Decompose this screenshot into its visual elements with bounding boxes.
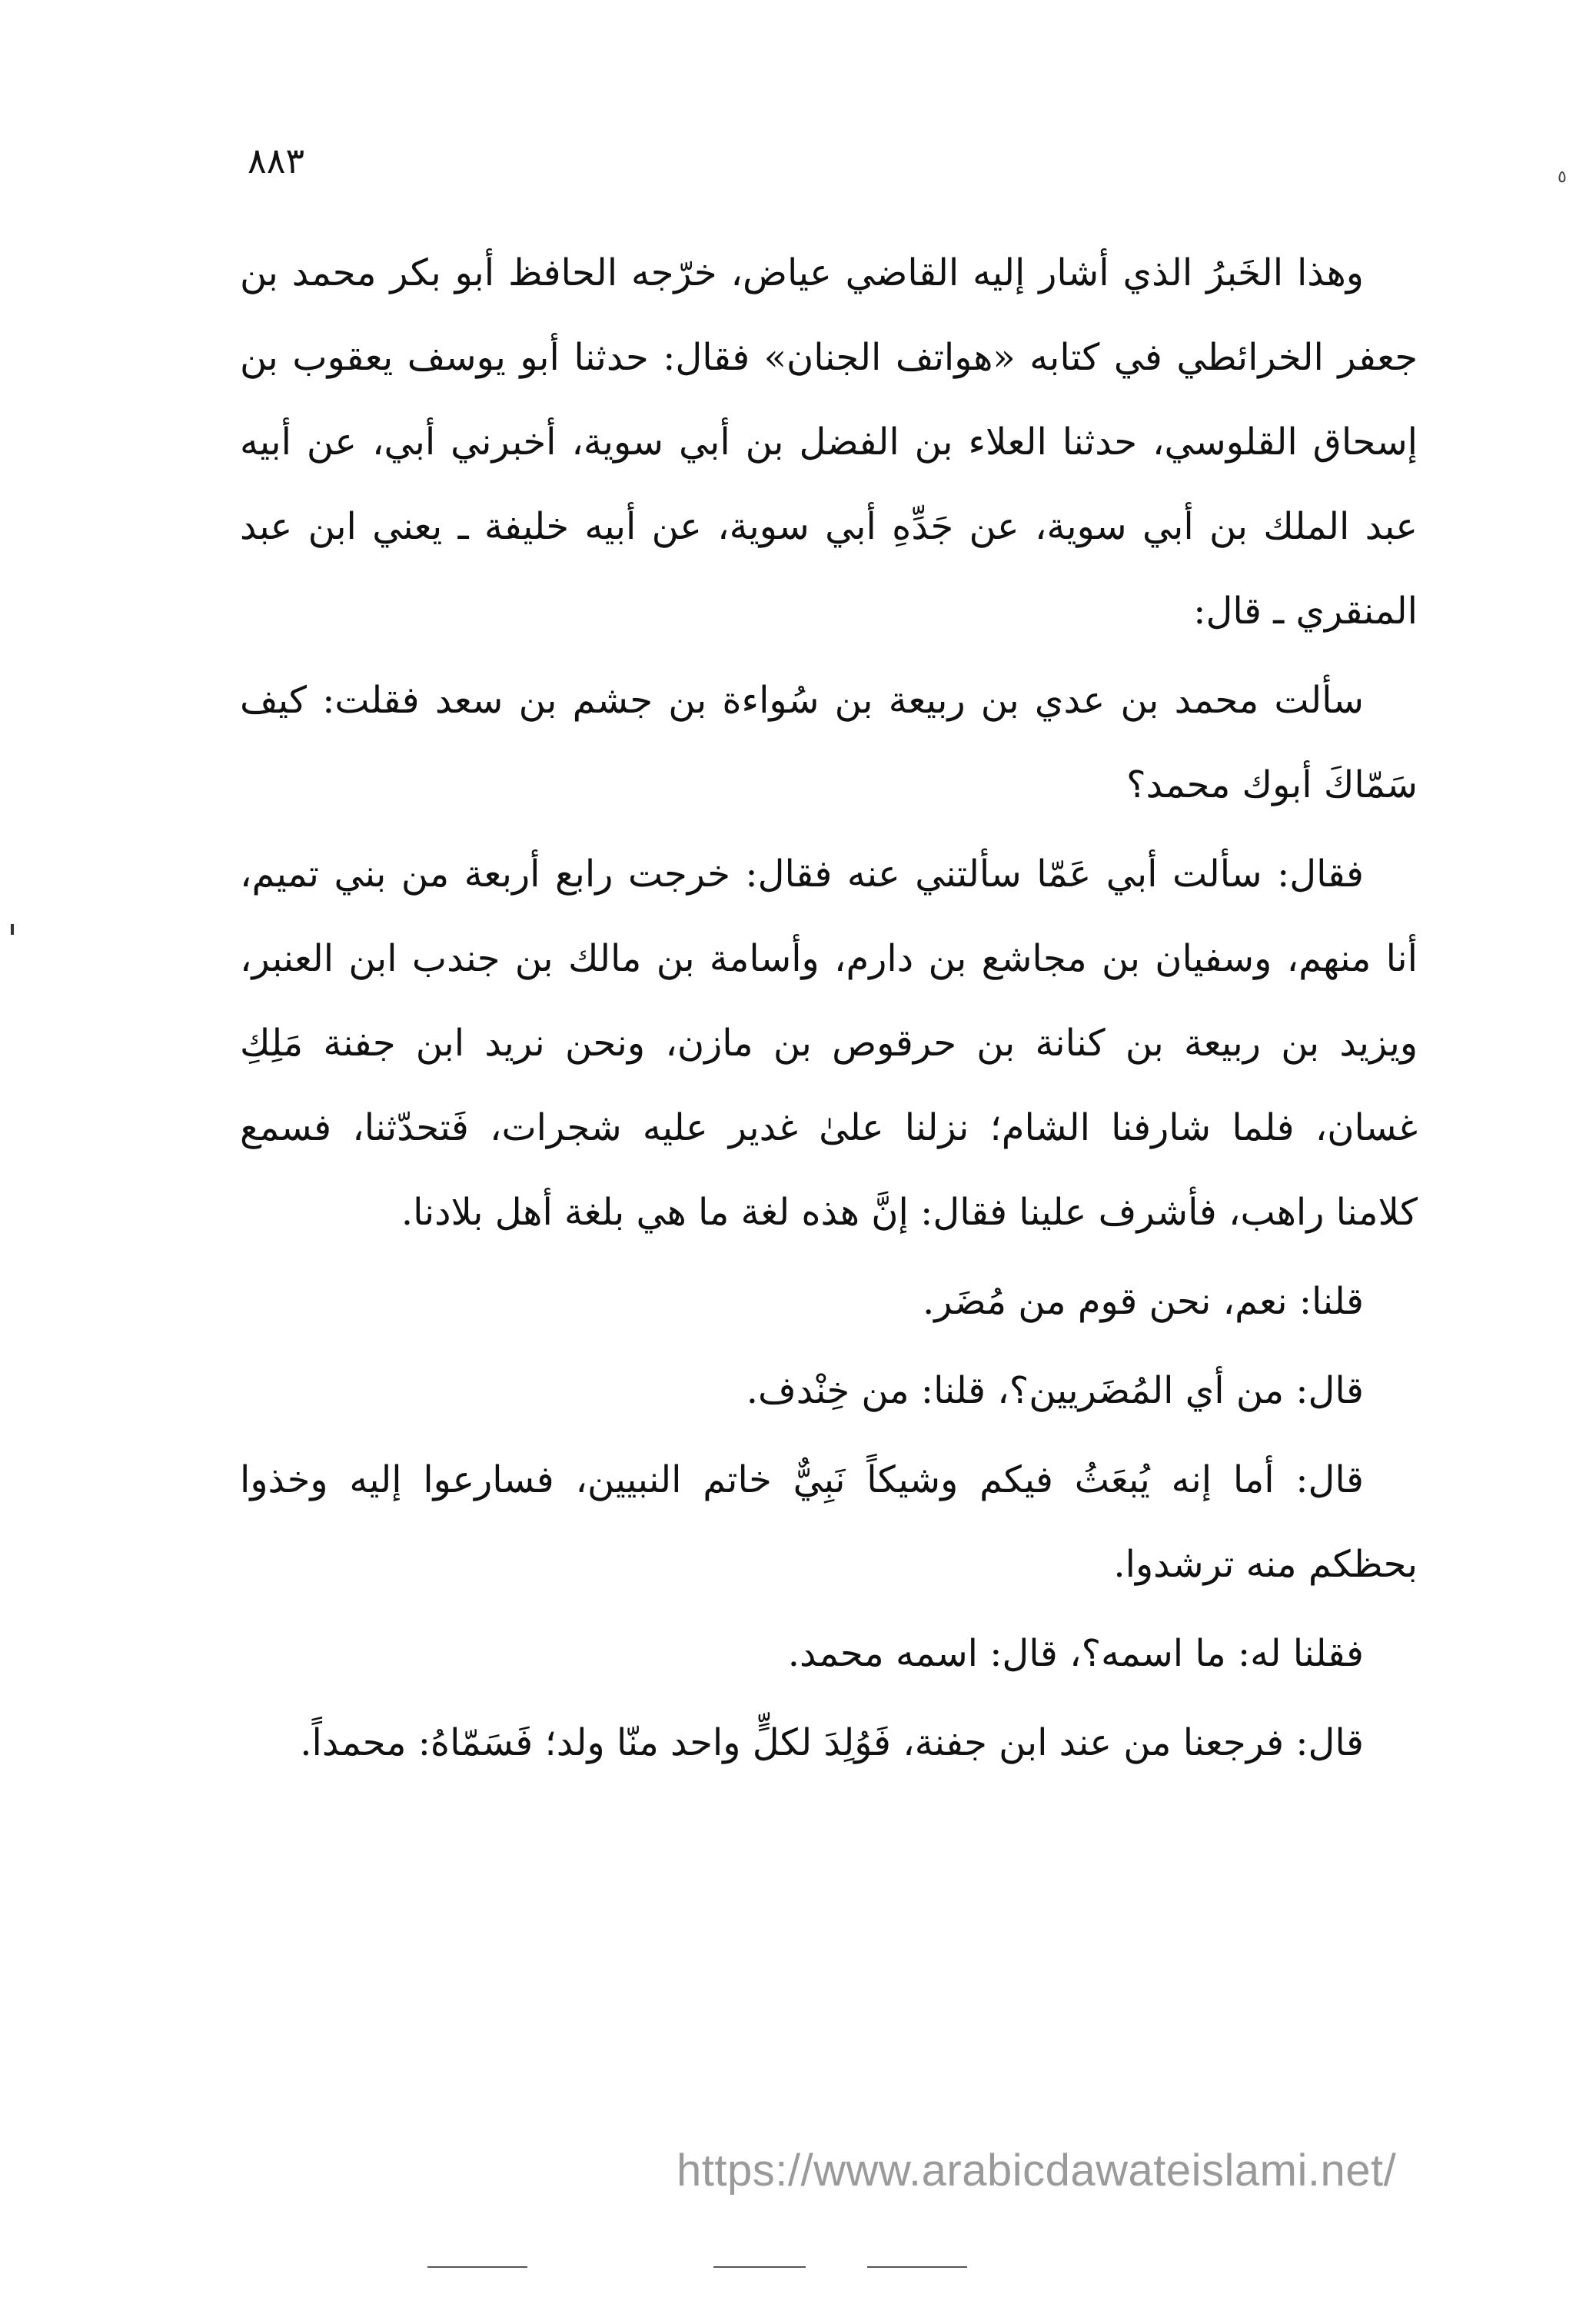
- paragraph-answer: فقال: سألت أبي عَمّا سألتني عنه فقال: خرجت رابع أربعة من بني تميم، أنا منهم، وسفيان بن مجاشع بن دارم، وأسامة بن مالك بن جندب ابن العنبر، ويزيد بن ربيعة بن كنانة بن حرقوص بن مازن، ونحن نريد ابن جفنة مَلِكِ غسان، فلما شارفنا الشام؛ نزلنا علىٰ غدير عليه شجرات، فَتحدّثنا، فسمع كلامنا راهب، فأشرف علينا فقال: إنَّ هذه لغة ما هي بلغة أهل بلادنا.: [240, 853, 1418, 1234]
- text-body: [240, 231, 1418, 1785]
- footer-rule: [427, 2266, 527, 2268]
- paragraph-khindif: قال: من أي المُضَريين؟، قلنا: من خِنْدف.: [746, 1369, 1364, 1412]
- paragraph-question: سألت محمد بن عدي بن ربيعة بن سُواءة بن جشم بن سعد فقلت: كيف سَمّاكَ أبوك محمد؟: [240, 679, 1418, 806]
- page-number: ٨٨٣: [248, 140, 305, 181]
- footer-rule: [713, 2266, 806, 2268]
- corner-mark: ٥: [1558, 168, 1567, 187]
- paragraph-mudar: قلنا: نعم، نحن قوم من مُضَر.: [922, 1280, 1364, 1323]
- paragraph-conclusion: قال: فرجعنا من عند ابن جفنة، فَوُلِدَ لكلٍّ واحد منّا ولد؛ فَسَمّاهُ: محمداً.: [300, 1721, 1364, 1764]
- footer-rule: [867, 2266, 967, 2268]
- paragraph-intro: وهذا الخَبرُ الذي أشار إليه القاضي عياض، خرّجه الحافظ أبو بكر محمد بن جعفر الخرائطي في كتابه «هواتف الجنان» فقال: حدثنا أبو يوسف يعقوب بن إسحاق القلوسي، حدثنا العلاء بن الفضل بن أبي سوية، أخبرني أبي، عن أبيه عبد الملك بن أبي سوية، عن جَدِّهِ أبي سوية، عن أبيه خليفة ـ يعني ابن عبد المنقري ـ قال:: [240, 251, 1418, 633]
- paragraph-prophecy: قال: أما إنه يُبعَثُ فيكم وشيكاً نَبِيٌّ خاتم النبيين، فسارعوا إليه وخذوا بحظكم منه ترشدوا.: [240, 1458, 1418, 1586]
- watermark-link[interactable]: https://www.arabicdawateislami.net/: [677, 2146, 1397, 2196]
- footer-rules: [0, 2266, 1596, 2269]
- paragraph-name: فقلنا له: ما اسمه؟، قال: اسمه محمد.: [787, 1632, 1364, 1675]
- margin-dot: [11, 924, 14, 935]
